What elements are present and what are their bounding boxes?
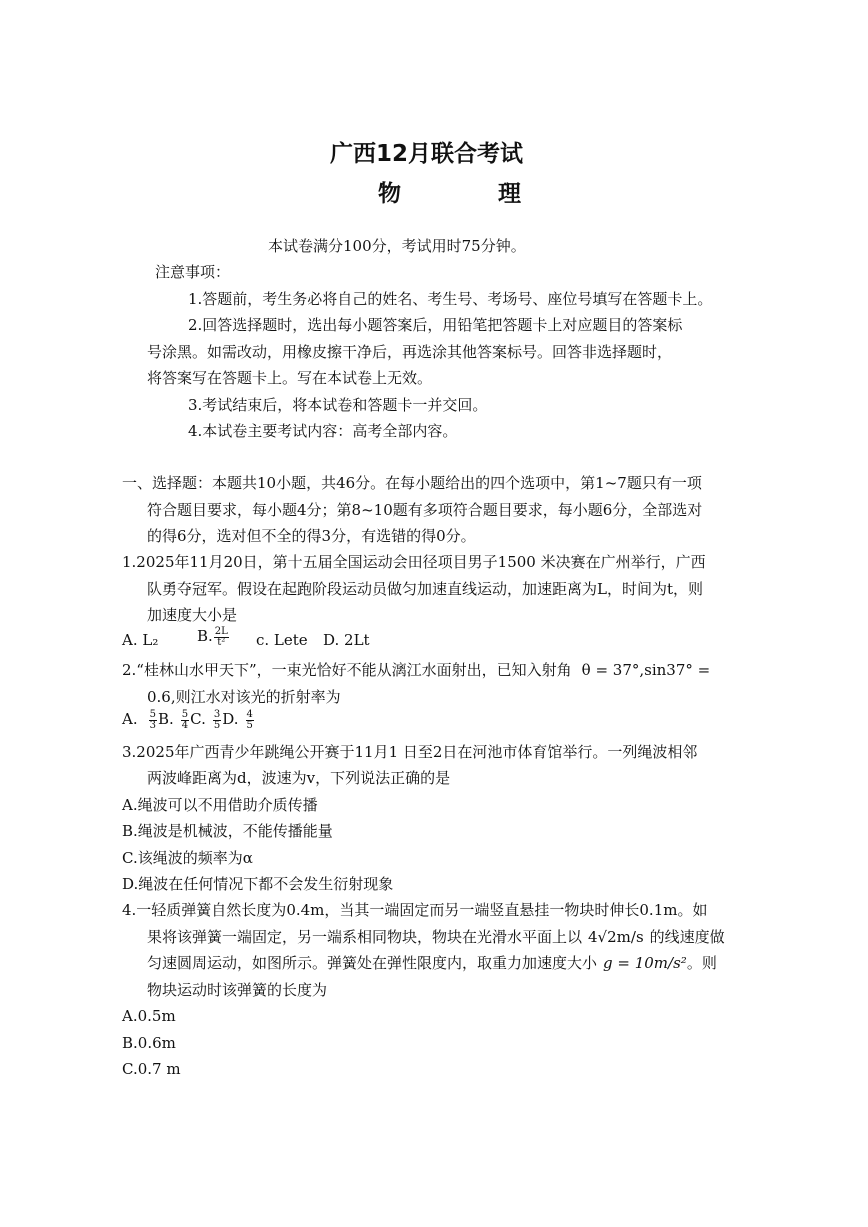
q1-stem-line-3: 加速度大小是: [147, 606, 238, 624]
subject-char-1: 物: [378, 181, 401, 207]
q2-stem-line-2: 0.6,则江水对该光的折射率为: [147, 688, 341, 706]
q2-option-b-fraction: [181, 710, 189, 731]
exam-title: 广西12月联合考试: [330, 141, 524, 167]
q3-stem-line-2: 两波峰距离为d，波速为v，下列说法正确的是: [147, 769, 451, 787]
section-1-line-1: 一、选择题：本题共10小题，共46分。在每小题给出的四个选项中，第1~7题只有一项: [122, 474, 702, 492]
q4-option-c: C.0.7 m: [122, 1060, 181, 1078]
q4-stem-text-a: 果将该弹簧一端固定，另一端系相同物块，物块在光滑水平面上以: [147, 928, 583, 946]
q4-gravity-math: g = 10m/s²: [603, 954, 687, 972]
q4-stem-text-d: 。则: [686, 954, 717, 972]
notice-3: 3.考试结束后，将本试卷和答题卡一并交回。: [188, 396, 488, 414]
q4-option-b: B.0.6m: [122, 1034, 176, 1052]
q3-stem-line-1: 3.2025年广西青少年跳绳公开赛于11月1 日至2日在河池市体育馆举行。一列绳波相邻: [122, 743, 698, 761]
q3-option-d: D.绳波在任何情况下都不会发生衍射现象: [122, 875, 394, 893]
q1-option-c: c. Lete: [256, 631, 308, 649]
q1-option-b: [197, 626, 230, 648]
q2-stem-math: θ = 37°,sin37° =: [581, 661, 711, 679]
q1-option-a: A. L₂: [122, 631, 159, 649]
q2-options: [122, 709, 255, 731]
q2-option-a-fraction: [149, 710, 157, 731]
notice-4: 4.本试卷主要考试内容：高考全部内容。: [188, 422, 458, 440]
q2-option-c-denominator: 5: [213, 719, 221, 731]
q1-option-b-denominator: t²: [217, 636, 226, 648]
q1-option-b-fraction: [214, 627, 229, 648]
q4-stem-text-b: 的线速度做: [649, 928, 725, 946]
q4-stem-line-1: 4.一轻质弹簧自然长度为0.4m，当其一端固定而另一端竖直悬挂一物块时伸长0.1m。如: [122, 901, 708, 919]
notice-2-line-2: 号涂黑。如需改动，用橡皮擦干净后，再选涂其他答案标号。回答非选择题时，: [147, 343, 673, 361]
q2-option-d-denominator: 5: [246, 719, 253, 731]
q4-stem-text-c: 匀速圆周运动，如图所示。弹簧处在弹性限度内，取重力加速度大小: [147, 954, 598, 972]
q4-stem-line-4: 物块运动时该弹簧的长度为: [147, 981, 328, 999]
q2-option-b-denominator: 4: [181, 719, 189, 731]
q2-option-d-fraction: [246, 710, 254, 731]
q3-option-c: C.该绳波的频率为α: [122, 849, 253, 867]
q1-option-b-label: B.: [197, 627, 213, 645]
q2-option-a-numerator: 5: [149, 708, 156, 720]
exam-summary: 本试卷满分100分，考试用时75分钟。: [268, 237, 526, 255]
notice-2-line-3: 将答案写在答题卡上。写在本试卷上无效。: [147, 369, 433, 387]
notice-2-line-1: 2.回答选择题时，选出每小题答案后，用铅笔把答题卡上对应题目的答案标: [188, 316, 683, 334]
q1-option-d: D. 2Lt: [323, 631, 370, 649]
section-1-line-2: 符合题目要求，每小题4分；第8~10题有多项符合题目要求，每小题6分，全部选对: [147, 501, 703, 519]
q4-stem-line-3: [147, 953, 717, 973]
section-1-line-3: 的得6分，选对但不全的得3分，有选错的得0分。: [147, 527, 476, 545]
notice-title: 注意事项：: [155, 263, 231, 281]
q2-option-c-label: C.: [190, 710, 206, 728]
q1-stem-line-2: 队勇夺冠军。假设在起跑阶段运动员做匀加速直线运动，加速距离为L，时间为t，则: [147, 580, 703, 598]
q4-option-a: A.0.5m: [122, 1007, 176, 1025]
q1-option-b-numerator: 2L: [214, 625, 228, 637]
q2-stem-line-1: [122, 660, 710, 680]
q2-option-b-numerator: 5: [181, 708, 189, 720]
q2-option-c-fraction: [213, 710, 221, 731]
q3-option-a: A.绳波可以不用借助介质传播: [122, 796, 318, 814]
subject-char-2: 理: [498, 181, 521, 207]
q2-option-a-denominator: 3: [149, 719, 156, 731]
notice-1: 1.答题前，考生务必将自己的姓名、考生号、考场号、座位号填写在答题卡上。: [188, 290, 713, 308]
q2-stem-text: 2.“桂林山水甲天下”，一束光恰好不能从漓江水面射出，已知入射角: [122, 661, 572, 679]
q4-stem-line-2: [147, 927, 725, 947]
q2-option-d-label: D.: [222, 710, 239, 728]
q2-option-b-label: B.: [157, 710, 174, 728]
q4-velocity-math: 4√2m/s: [588, 928, 644, 946]
q2-option-a-label: A.: [122, 710, 138, 728]
q2-option-d-numerator: 4: [246, 708, 253, 720]
q2-option-c-numerator: 3: [213, 708, 221, 720]
q1-stem-line-1: 1.2025年11月20日，第十五届全国运动会田径项目男子1500 米决赛在广州举行，广西: [122, 553, 706, 571]
q3-option-b: B.绳波是机械波，不能传播能量: [122, 822, 333, 840]
